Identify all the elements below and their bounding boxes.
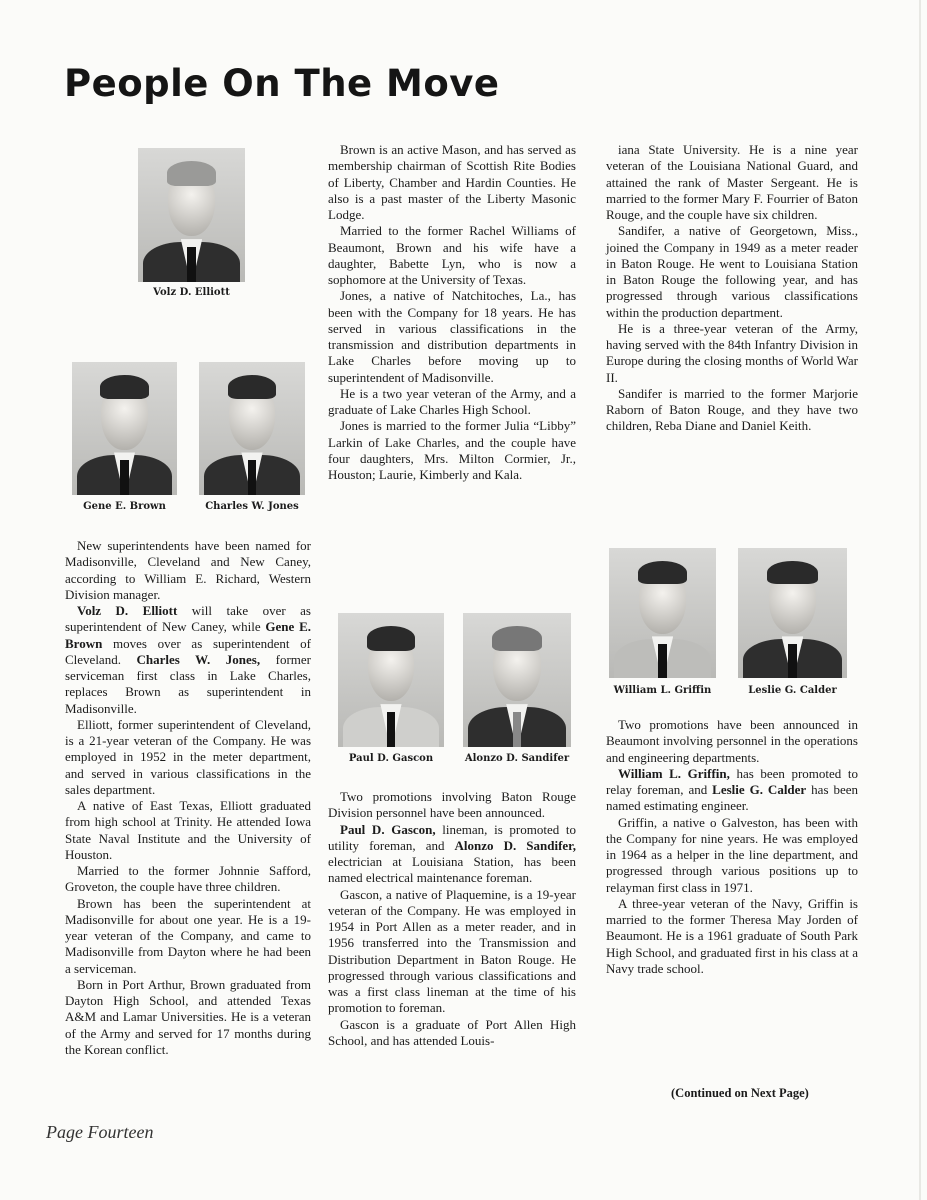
paragraph [65,603,311,717]
caption-griffin: William L. Griffin [613,685,712,696]
text-run: He is a three-year veteran of the Army, having served with the 84th Infantry Division in Europe during the closing months of World War II. [606,320,858,385]
text-run: Jones, a native of Natchitoches, La., has been with the Company for 18 years. He has served in various classifications in the transmission and distribution departments in Lake Charles before moving up to superintendent of Madisonville. [328,288,576,385]
text-run: lineman, is promoted to utility foreman, and [328,821,577,853]
caption-gascon: Paul D. Gascon [348,753,434,764]
text-run: iana State University. He is a nine year veteran of the Louisiana National Guard, and attained the rank of Master Sergeant. He is married to the former Mary F. Fourrier of Baton Rouge, and the couple have six children. [606,142,858,222]
column-3-text-bottom [606,717,858,977]
paragraph [328,142,576,223]
paragraph [328,822,576,887]
page-edge [919,0,921,1200]
text-run: Gascon is a graduate of Port Allen High School, and has attended Louis- [328,1016,576,1048]
caption-brown: Gene E. Brown [83,501,166,512]
text-run: Gascon, a native of Plaquemine, is a 19-year veteran of the Company. He was employed in 1954 in Port Allen as a meter reader, and in 1956 transferred into the Transmission and Distribution Department in Baton Rouge. He progressed through various classifications and was a first class lineman at the time of his promotion to foreman. [328,886,576,1016]
bold-name: Leslie G. Calder [712,782,807,797]
text-run: New superintendents have been named for Madisonville, Cleveland and New Caney, according to William E. Richard, Western Division manager. [65,538,311,602]
text-run: will take over as superintendent of New Caney, while [65,603,311,635]
paragraph [65,977,311,1058]
continued-note: (Continued on Next Page) [671,1086,809,1100]
paragraph [606,896,858,977]
paragraph [606,386,858,435]
caption-jones: Charles W. Jones [205,501,299,512]
page-number: Page Fourteen [46,1122,154,1142]
paragraph [65,896,311,977]
caption-elliott: Volz D. Elliott [153,287,230,298]
text-run: former serviceman first class in Lake Charles, replaces Brown as superintendent in Madisonville. [65,651,311,716]
text-run: Brown has been the superintendent at Madisonville for about one year. He is a 19-year veteran of the Company, and came to Madisonville from Dayton where he had been a serviceman. [65,895,311,976]
text-run: Elliott, former superintendent of Cleveland, is a 21-year veteran of the Company. He was employed in 1952 in the meter department, and served in various classifications in the sales department. [65,716,311,797]
text-run: Jones is married to the former Julia “Libby” Larkin of Lake Charles, and the couple have four daughters, Mrs. Milton Cormier, Jr., Houston; Laurie, Kimberly and Kala. [328,418,576,482]
paragraph [65,798,311,863]
text-run: electrician at Louisiana Station, has been named electrical maintenance foreman. [328,854,576,886]
paragraph [328,288,576,386]
paragraph [65,717,311,798]
column-2-text-top [328,142,576,483]
bold-name: William L. Griffin, [618,765,730,781]
paragraph [606,142,858,223]
paragraph [328,386,576,419]
paragraph [606,815,858,896]
paragraph [328,887,576,1017]
paragraph [606,321,858,386]
text-run: Brown is an active Mason, and has served as membership chairman of Scottish Rite Bodies of Liberty, Chamber and Hardin Counties. He also is a past master of the Liberty Masonic Lodge. [328,142,576,222]
text-run: Married to the former Johnnie Safford, Groveton, the couple have three children. [65,863,311,895]
caption-calder: Leslie G. Calder [748,685,837,696]
photo-brown [72,362,177,495]
text-run: Griffin, a native o Galveston, has been with the Company for nine years. He was employed in 1964 as a helper in the line department, and progressed through various positions up to relayman first class in 1971. [606,814,858,895]
page-title: People On The Move [64,62,500,105]
text-run: has been promoted to relay foreman, and [606,765,858,797]
bold-name: Volz D. Elliott [77,603,178,618]
paragraph [606,717,858,766]
column-1-text [65,538,311,1058]
text-run: Two promotions involving Baton Rouge Division personnel have been announced. [328,789,576,821]
paragraph [606,766,858,815]
paragraph [65,538,311,603]
text-run: A native of East Texas, Elliott graduated from high school at Trinity. He attended Iowa State Naval Institute and the University of Houston. [65,798,311,862]
caption-sandifer: Alonzo D. Sandifer [464,753,570,764]
paragraph [328,1017,576,1050]
text-run: Married to the former Rachel Williams of Beaumont, Brown and his wife have a daughter, Babette Lyn, who is now a sophomore at the University of Texas. [328,223,576,287]
bold-name: Paul D. Gascon, [340,821,436,837]
photo-calder [738,548,847,678]
bold-name: Gene E. Brown [65,619,311,651]
photo-griffin [609,548,716,678]
text-run: A three-year veteran of the Navy, Griffin is married to the former Theresa May Jorden of Beaumont. He is a 1961 graduate of South Park High School, and graduated first in his class at a Navy trade school. [606,895,858,976]
column-3-text-top [606,142,858,435]
bold-name: Alonzo D. Sandifer, [454,837,576,853]
text-run: moves over as superintendent of Cleveland. [65,635,311,667]
text-run: Sandifer, a native of Georgetown, Miss., joined the Company in 1949 as a meter reader in Baton Rouge. He went to Louisiana Station in Baton Rouge the following year, and has progressed through various classifications within the production department. [606,223,858,320]
photo-gascon [338,613,444,747]
paragraph [328,223,576,288]
text-run: He is a two year veteran of the Army, and a graduate of Lake Charles High School. [328,385,576,417]
paragraph [328,789,576,822]
photo-jones [199,362,305,495]
column-2-text-bottom [328,789,576,1049]
bold-name: Charles W. Jones, [136,651,261,667]
photo-elliott [138,148,245,282]
paragraph [65,863,311,896]
text-run: Sandifer is married to the former Marjorie Raborn of Baton Rouge, and they have two children, Reba Diane and Daniel Keith. [606,385,858,434]
text-run: Born in Port Arthur, Brown graduated from Dayton High School, and attended Texas A&M and Lamar Universities. He is a veteran of the Army and served for 17 months during the Korean conflict. [65,976,311,1057]
photo-sandifer [463,613,571,747]
paragraph [606,223,858,321]
paragraph [328,418,576,483]
text-run: has been named estimating engineer. [606,782,858,814]
text-run: Two promotions have been announced in Beaumont involving personnel in the operations and engineering departments. [606,717,858,765]
